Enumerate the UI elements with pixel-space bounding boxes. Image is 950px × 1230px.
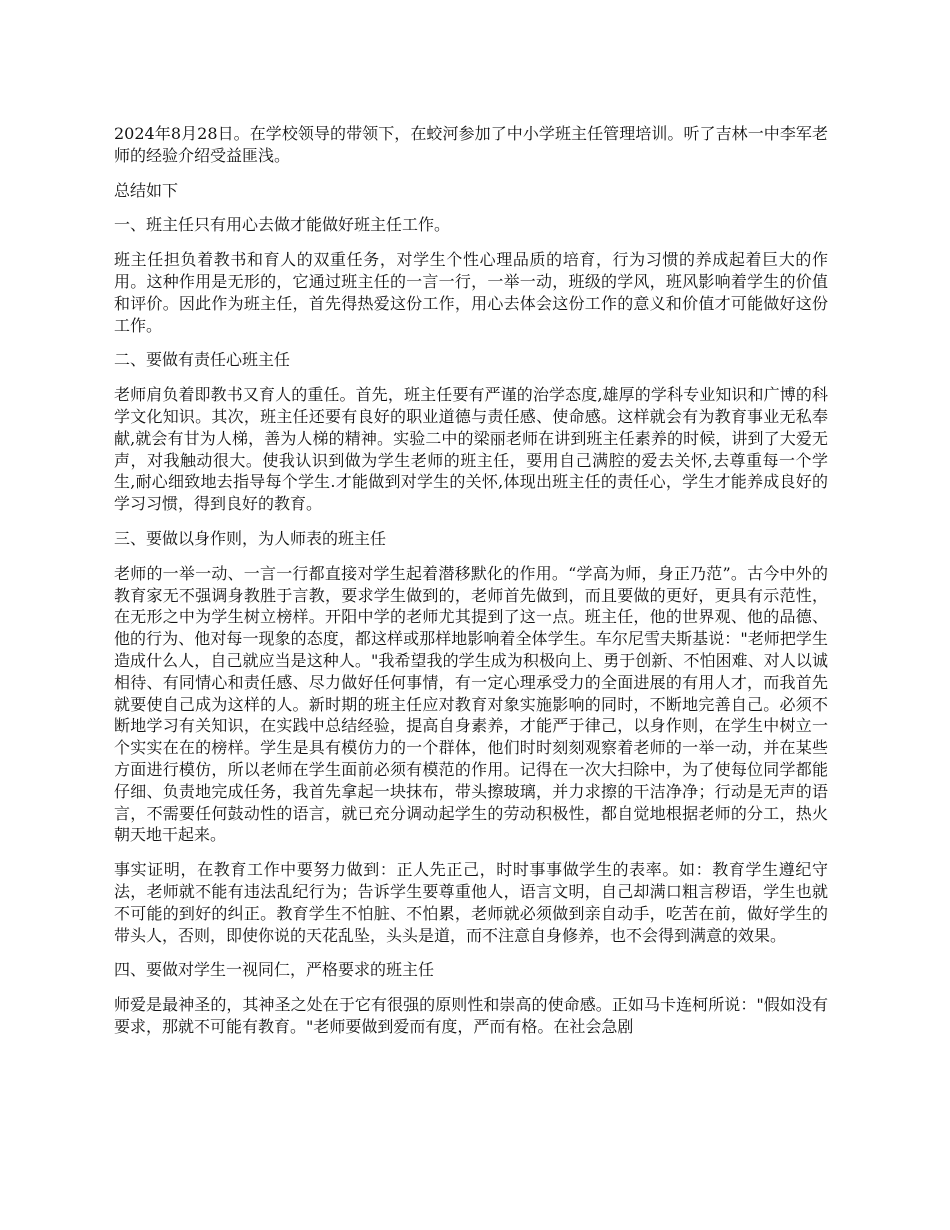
section-3-heading: 三、要做以身作则，为人师表的班主任 <box>114 528 387 548</box>
section-4-paragraph: 师爱是最神圣的，其神圣之处在于它有很强的原则性和崇高的使命感。正如马卡连柯所说："假如没有要求，那就不可能有教育。"老师要做到爱而有度，严而有格。在社会急剧 <box>114 995 828 1036</box>
section-4-heading: 四、要做对学生一视同仁，严格要求的班主任 <box>114 960 435 980</box>
section-3-paragraph-2: 事实证明，在教育工作中要努力做到：正人先正己，时时事事做学生的表率。如：教育学生遵纪守法，老师就不能有违法乱纪行为；告诉学生要尊重他人，语言文明，自己却满口粗言秽语，学生也就不可能的到好的纠正。教育学生不怕脏、不怕累，老师就必须做到亲自动手，吃苦在前，做好学生的带头人，否则，即使你说的天花乱坠，头头是道，而不注意自身修养，也不会得到满意的效果。 <box>114 860 828 945</box>
section-2-heading: 二、要做有责任心班主任 <box>114 350 291 370</box>
intro-paragraph: 2024年8月28日。在学校领导的带领下，在蛟河参加了中小学班主任管理培训。听了吉林一中李军老师的经验介绍受益匪浅。 <box>114 124 828 165</box>
summary-heading: 总结如下 <box>114 180 179 200</box>
section-2-paragraph: 老师肩负着即教书又育人的重任。首先，班主任要有严谨的治学态度,雄厚的学科专业知识和广博的科学文化知识。其次，班主任还要有良好的职业道德与责任感、使命感。这样就会有为教育事业无私奉献,就会有甘为人梯，善为人梯的精神。实验二中的梁丽老师在讲到班主任素养的时候，讲到了大爱无声，对我触动很大。使我认识到做为学生老师的班主任，要用自己满腔的爱去关怀,去尊重每一个学生,耐心细致地去指导每个学生.才能做到对学生的关怀,体现出班主任的责任心，学生才能养成良好的学习习惯，得到良好的教育。 <box>114 385 828 514</box>
section-1-heading: 一、班主任只有用心去做才能做好班主任工作。 <box>114 215 451 235</box>
document-page <box>114 123 828 1051</box>
section-3-paragraph-1: 老师的一举一动、一言一行都直接对学生起着潜移默化的作用。“学高为师，身正乃范”。古今中外的教育家无不强调身教胜于言教，要求学生做到的，老师首先做到，而且要做的更好，更具有示范性，在无形之中为学生树立榜样。开阳中学的老师尤其提到了这一点。班主任，他的世界观、他的品德、他的行为、他对每一现象的态度，都这样或那样地影响着全体学生。车尔尼雪夫斯基说："老师把学生造成什么人，自己就应当是这种人。"我希望我的学生成为积极向上、勇于创新、不怕困难、对人以诚相待、有同情心和责任感、尽力做好任何事情，有一定心理承受力的全面进展的有用人才，而我首先就要使自己成为这样的人。新时期的班主任应对教育对象实施影响的同时，不断地完善自己。必须不断地学习有关知识，在实践中总结经验，提高自身素养，才能严于律己，以身作则，在学生中树立一个实实在在的榜样。学生是具有模仿力的一个群体，他们时时刻刻观察着老师的一举一动，并在某些方面进行模仿，所以老师在学生面前必须有模范的作用。记得在一次大扫除中，为了使每位同学都能仔细、负责地完成任务，我首先拿起一块抹布，带头擦玻璃，并力求擦的干洁净净；行动是无声的语言，不需要任何鼓动性的语言，就已充分调动起学生的劳动积极性，都自觉地根据老师的分工，热火朝天地干起来。 <box>114 563 828 845</box>
section-1-paragraph: 班主任担负着教书和育人的双重任务，对学生个性心理品质的培育，行为习惯的养成起着巨大的作用。这种作用是无形的，它通过班主任的一言一行，一举一动，班级的学风，班风影响着学生的价值和评价。因此作为班主任，首先得热爱这份工作，用心去体会这份工作的意义和价值才可能做好这份工作。 <box>114 250 828 335</box>
